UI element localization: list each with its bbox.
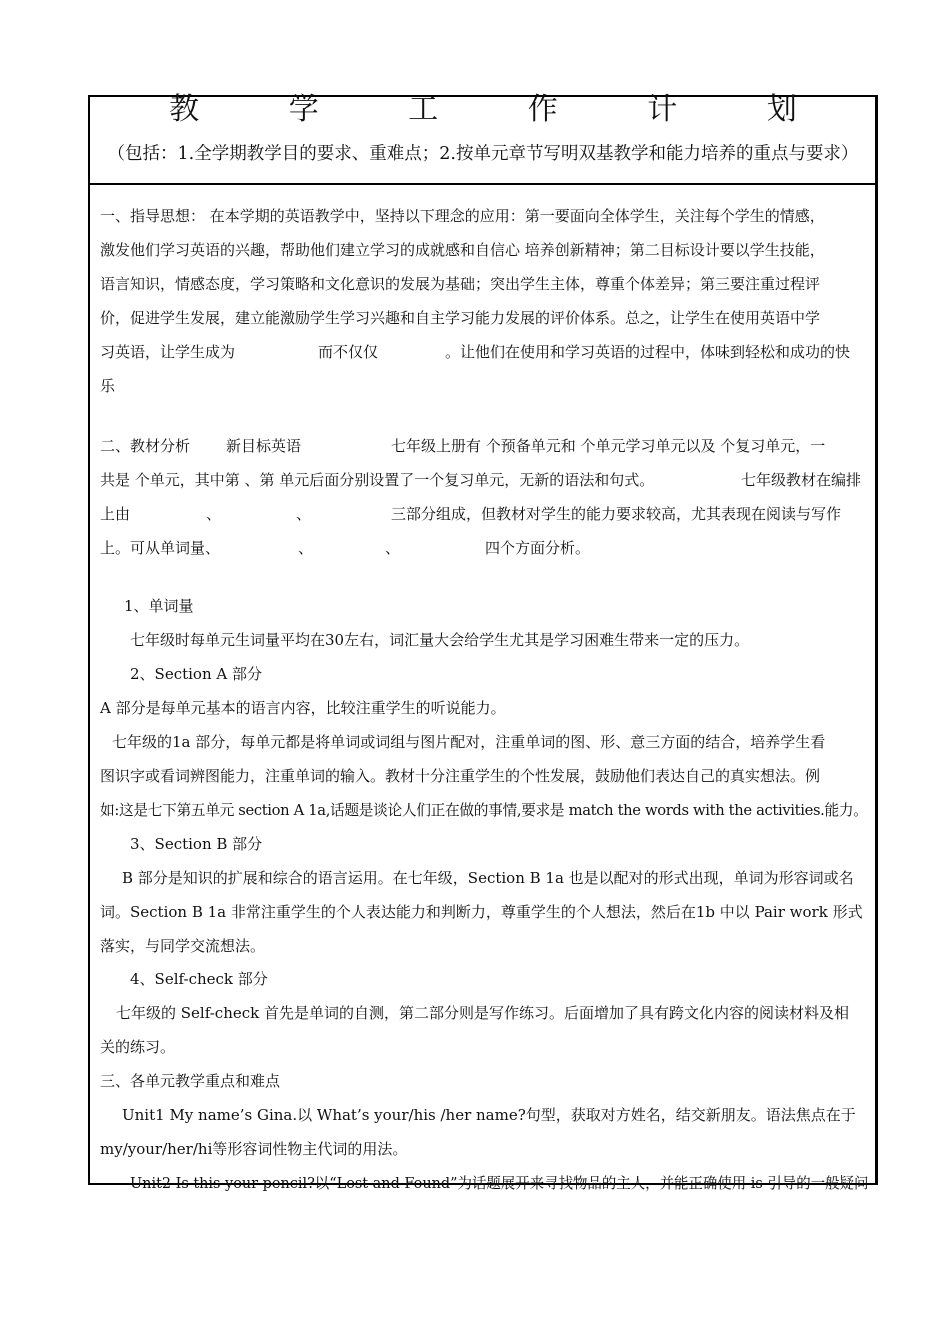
sectionA-line-3: 图识字或看词辨图能力，注重单词的输入。教材十分注重学生的个性发展，鼓励他们表达自己的真实想法。例 (100, 767, 821, 785)
sectionA-line-1: A 部分是每单元基本的语言内容，比较注重学生的听说能力。 (100, 699, 506, 717)
analysis-line-3d: 三部分组成，但教材对学生的能力要求较高，尤其表现在阅读与写作 (391, 505, 842, 523)
analysis-line-3c: 、 (296, 505, 312, 523)
unit1-line-1: Unit1 My name’s Gina.以 What’s your/his /her name?句型，获取对方姓名，结交新朋友。语法焦点在于 (122, 1106, 856, 1124)
vocab-heading: 1、单词量 (124, 597, 194, 615)
sectionA-line-2: 七年级的1a 部分，每单元都是将单词或词组与图片配对，注重单词的图、形、意三方面的结合，培养学生看 (112, 733, 826, 751)
plan-content (100, 199, 869, 1192)
sectionB-heading: 3、Section B 部分 (130, 835, 263, 853)
analysis-line-1a: 二、教材分析 (100, 437, 191, 455)
vocab-text: 七年级时每单元生词量平均在30左右，词汇量大会给学生尤其是学习困难生带来一定的压力。 (130, 631, 750, 649)
analysis-line-3b: 、 (206, 505, 222, 523)
analysis-line-1c: 七年级上册有 个预备单元和 个单元学习单元以及 个复习单元，一 (391, 437, 826, 455)
guiding-line-5b: 而不仅仅 (318, 343, 379, 361)
sectionA-heading: 2、Section A 部分 (130, 665, 262, 683)
header-divider (88, 183, 878, 185)
guiding-line-5a: 习英语，让学生成为 (100, 343, 236, 361)
guiding-line-6: 乐 (100, 377, 116, 395)
unit2-line-1: Unit2 Is this your pencil?以“Lost and Found”为话题展开来寻找物品的主人，并能正确使用 is 引导的一般疑问 (130, 1174, 869, 1192)
table-right-inner-line (875, 95, 876, 1185)
guiding-line-1: 一、指导思想： 在本学期的英语教学中，坚持以下理念的应用：第一要面向全体学生，关注每个学生的情感， (100, 207, 825, 225)
sectionA-line-4: 如:这是七下第五单元 section A 1a,话题是谈论人们正在做的事情,要求是 match the words with the activities.能力。 (100, 801, 868, 819)
analysis-line-4b: 、 (298, 539, 314, 557)
sectionB-line-1: B 部分是知识的扩展和综合的语言运用。在七年级，Section B 1a 也是以配对的形式出现，单词为形容词或名 (122, 869, 854, 887)
page-subtitle: （包括：1.全学期教学目的要求、重难点；2.按单元章节写明双基教学和能力培养的重点与要求） (107, 144, 859, 164)
analysis-line-1b: 新目标英语 (226, 437, 302, 455)
guiding-line-5c: 。让他们在使用和学习英语的过程中，体味到轻松和成功的快 (445, 343, 851, 361)
sectionB-line-2: 词。Section B 1a 非常注重学生的个人表达能力和判断力，尊重学生的个人想法，然后在1b 中以 Pair work 形式 (100, 903, 863, 921)
selfcheck-heading: 4、Self-check 部分 (130, 970, 268, 988)
analysis-line-4d: 四个方面分析。 (485, 539, 591, 557)
guiding-line-4: 价，促进学生发展，建立能激励学生学习兴趣和自主学习能力发展的评价体系。总之，让学生在使用英语中学 (100, 309, 821, 327)
page-title: 教 学 工 作 计 划 (169, 92, 837, 127)
analysis-line-4a: 上。可从单词量、 (100, 539, 221, 557)
selfcheck-line-2: 关的练习。 (100, 1038, 176, 1056)
analysis-line-3a: 上由 (100, 505, 131, 523)
guiding-line-3: 语言知识，情感态度，学习策略和文化意识的发展为基础；突出学生主体，尊重个体差异；第三要注重过程评 (100, 275, 821, 293)
analysis-line-2: 共是 个单元，其中第 、第 单元后面分别设置了一个复习单元，无新的语法和句式。 (100, 471, 655, 489)
analysis-line-4c: 、 (385, 539, 401, 557)
sectionB-line-3: 落实，与同学交流想法。 (100, 937, 266, 955)
guiding-line-2: 激发他们学习英语的兴趣，帮助他们建立学习的成就感和自信心 培养创新精神；第二目标设计要以学生技能， (100, 241, 825, 259)
selfcheck-line-1: 七年级的 Self-check 首先是单词的自测，第二部分则是写作练习。后面增加了具有跨文化内容的阅读材料及相 (116, 1004, 850, 1022)
analysis-line-2b: 七年级教材在编排 (741, 471, 862, 489)
unit1-line-2: my/your/her/hi等形容词性物主代词的用法。 (100, 1140, 408, 1158)
units-heading: 三、各单元教学重点和难点 (100, 1072, 281, 1090)
